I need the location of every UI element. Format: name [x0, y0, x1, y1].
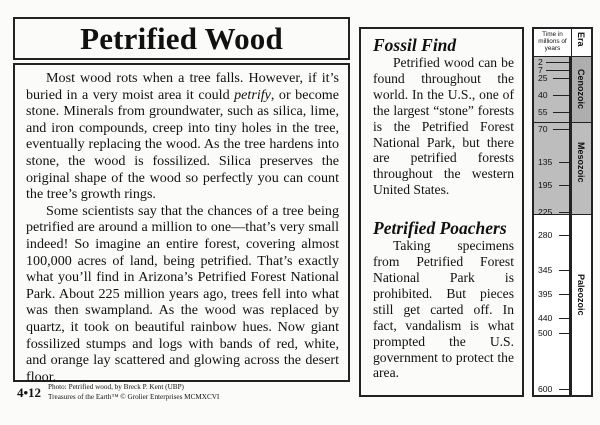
petrified-poachers-text: Taking specimens from Petrified Forest National Park is prohibited. But pieces still get carted off. In fact, vandalism is what prompted the U.S. government to protect the area. — [373, 238, 514, 381]
timeline-header: Time in millions of years — [534, 29, 571, 57]
tick-mark — [559, 294, 570, 295]
petrified-poachers-heading: Petrified Poachers — [373, 218, 507, 239]
main-paragraph-1: Most wood rots when a tree falls. However, if it’s buried in a very moist area it could petrify, or become stone. Minerals from groundwater, such as silica, lime, and iron compounds, creep into tiny holes in the tree, eventually replacing the wood. As the tree hardens into stone, the wood is fossilized. Silica preserves the original shape of the wood so perfectly you can count the tree’s growth rings. — [26, 70, 339, 203]
title-box — [13, 17, 350, 60]
era-band-mesozoic — [571, 122, 591, 214]
tick-mark — [559, 318, 570, 319]
sidebar-box — [359, 27, 524, 397]
tick-label: 55 — [538, 107, 548, 117]
tick-mark — [559, 162, 570, 163]
era-divider — [534, 122, 591, 123]
tick-label: 345 — [538, 265, 553, 275]
tick-label: 25 — [538, 73, 548, 83]
timeline-axis — [569, 57, 571, 397]
main-paragraph-2: Some scientists say that the chances of a tree being petrified are around a million to one—that’s very small indeed! So imagine an entire forest, covering almost 100,000 acres of land, being petrified. That’s exactly what you’ll find in Arizona’s Petrified Forest National Park. About 225 million years ago, trees fell into what was then swampland. As the wood was replaced by quartz, it took on beautiful rainbow hues. Now giant fossilized stumps and logs with bands of red, white, and orange lay scattered and glowing across the desert floor. — [26, 202, 339, 385]
tick-mark — [559, 389, 570, 390]
tick-label: 135 — [538, 157, 553, 167]
tick-mark — [553, 78, 570, 79]
tick-label: 600 — [538, 384, 553, 394]
tick-mark — [553, 95, 570, 96]
tick-label: 7 — [538, 65, 543, 75]
tick-mark — [553, 129, 570, 130]
credit-line-1: Photo: Petrified wood, by Breck P. Kent (UBP) — [48, 383, 184, 391]
tick-mark — [559, 235, 570, 236]
era-label-mesozoic: Mesozoic — [576, 142, 586, 183]
era-header-cell — [571, 29, 591, 57]
tick-label: 395 — [538, 289, 553, 299]
tick-label: 2 — [538, 57, 543, 67]
era-label-paleozoic: Paleozoic — [576, 274, 586, 316]
tick-mark — [546, 70, 570, 71]
era-header: Era — [576, 32, 586, 47]
tick-mark — [559, 270, 570, 271]
fossil-find-heading: Fossil Find — [373, 35, 457, 55]
tick-label: 280 — [538, 230, 553, 240]
tick-label: 40 — [538, 90, 548, 100]
geologic-timeline — [532, 27, 593, 397]
fossil-find-text: Petrified wood can be found throughout the world. In the U.S., one of the largest “stone” forests is the Petrified Forest National Park, but there are petrified forests throughout the western United States. — [373, 55, 514, 198]
emphasis-petrify: petrify — [234, 86, 271, 103]
era-label-cenozoic: Cenozoic — [576, 69, 586, 110]
tick-mark — [559, 212, 570, 213]
tick-label: 500 — [538, 328, 553, 338]
main-text-box — [13, 63, 350, 385]
era-band-cenozoic — [571, 57, 591, 122]
tick-label: 195 — [538, 180, 553, 190]
card-title: Petrified Wood — [80, 21, 283, 56]
tick-mark — [559, 333, 570, 334]
era-band-paleozoic — [571, 214, 591, 395]
photo-credit — [48, 383, 219, 402]
tick-mark — [559, 185, 570, 186]
tick-label: 70 — [538, 124, 548, 134]
tick-label: 225 — [538, 207, 553, 217]
card-number: 4•12 — [17, 385, 42, 400]
tick-mark — [553, 112, 570, 113]
credit-line-2: Treasures of the Earth™ © Grolier Enterprises MCMXCVI — [48, 392, 220, 401]
tick-label: 440 — [538, 313, 553, 323]
tick-mark — [546, 62, 570, 63]
